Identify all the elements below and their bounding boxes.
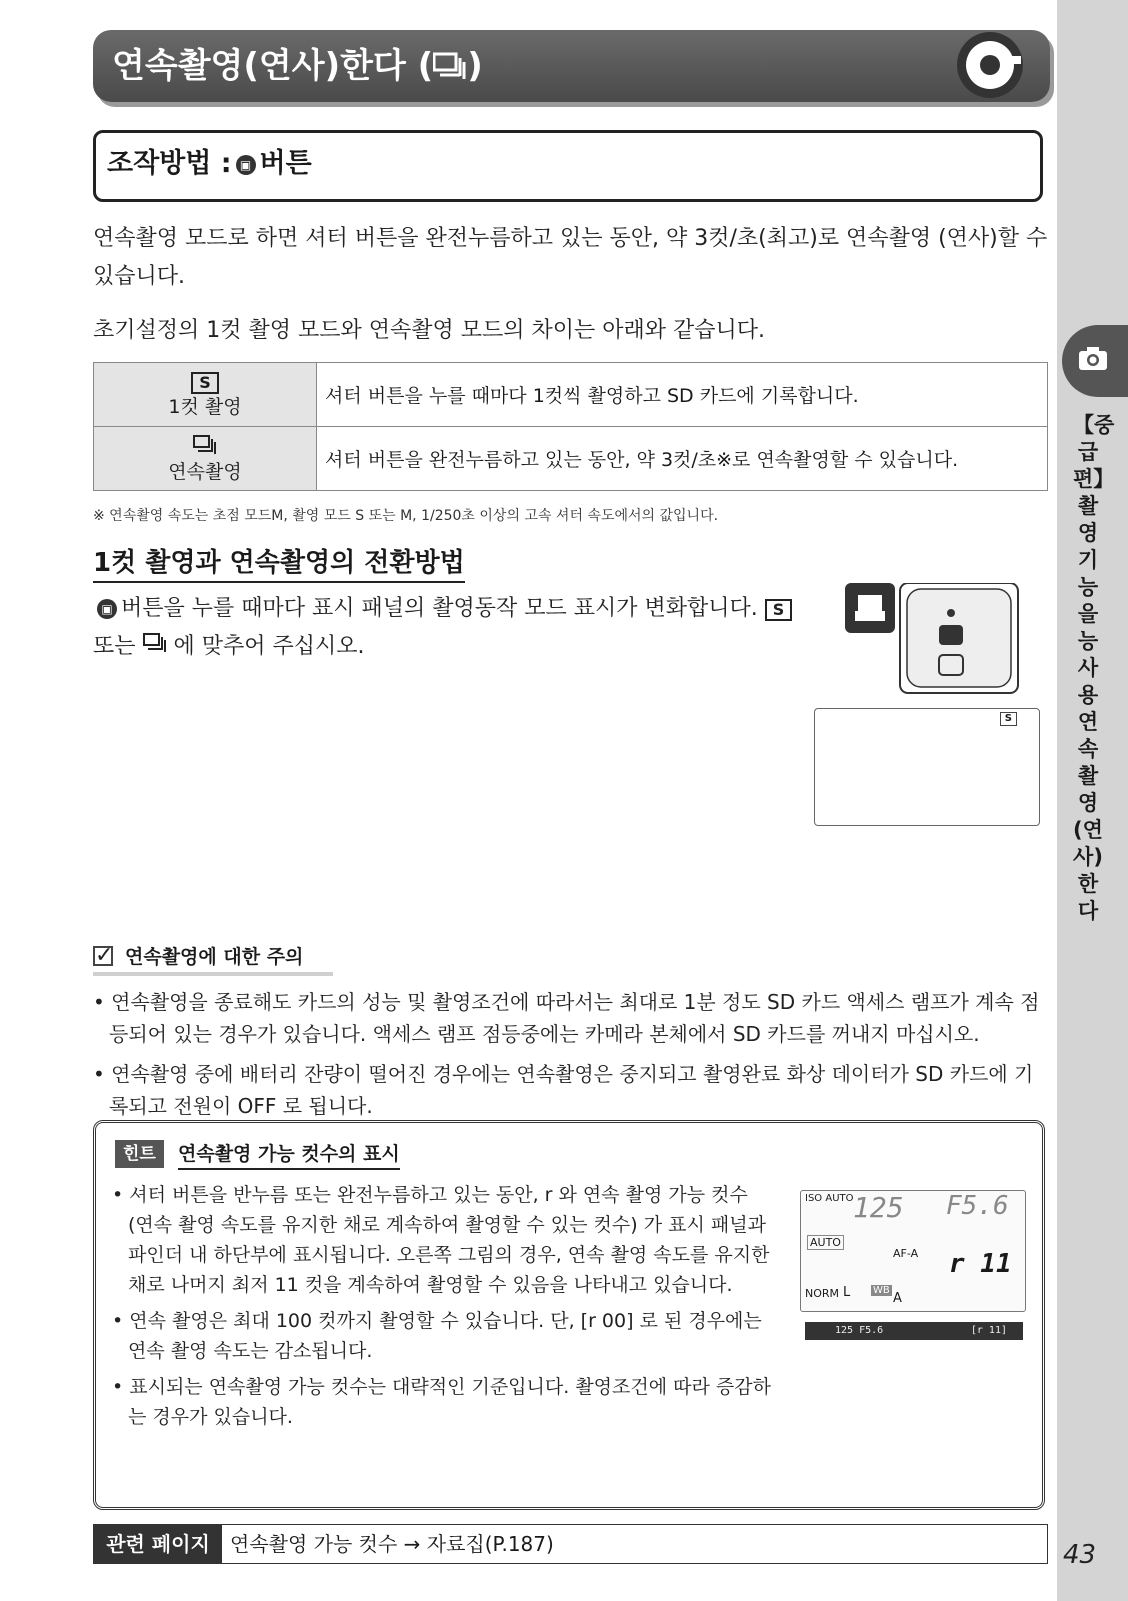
hint-list <box>112 1180 772 1438</box>
related-label: 관련 페이지 <box>94 1525 222 1563</box>
continuous-shooting-icon <box>143 634 167 659</box>
operation-button-label: 버튼 <box>259 148 312 179</box>
table-row <box>94 363 1048 427</box>
caution-heading <box>93 942 333 976</box>
iso-auto-label: ISO AUTO <box>805 1193 854 1204</box>
single-frame-icon: S <box>765 599 793 621</box>
list-item: • 연속촬영 중에 배터리 잔량이 떨어진 경우에는 연속촬영은 중지되고 촬영완료 화상 데이터가 SD 카드에 기록되고 전원이 OFF 로 됩니다. <box>93 1062 1034 1118</box>
image-size-label: L <box>843 1285 851 1300</box>
switch-text-c: 에 맞추어 주십시오. <box>173 634 365 659</box>
intro-paragraph: 연속촬영 모드로 하면 셔터 버튼을 완전누름하고 있는 동안, 약 3컷/초(최고)로 연속촬영 (연사)할 수 있습니다. <box>93 226 1048 289</box>
title-close: ) <box>467 46 483 86</box>
mode-label: 연속촬영 <box>168 460 242 483</box>
page-number: 43 <box>1063 1540 1097 1570</box>
table-cell-mode <box>94 363 317 427</box>
auto-label: AUTO <box>807 1235 844 1250</box>
caution-list <box>93 986 1048 1130</box>
lcd-readout-illustration <box>800 1190 1026 1312</box>
list-item: • 셔터 버튼을 반누름 또는 완전누름하고 있는 동안, r 와 연속 촬영 가능 컷수(연속 촬영 속도를 유지한 채로 계속하여 촬영할 수 있는 컷수) 가 표시 패널과 파인더 내 하단부에 표시됩니다. 오른쪽 그림의 경우, 연속 촬영 속도를 유지한 채로 나머지 최저 11 컷을 계속하여 촬영할 수 있음을 나타내고 있습니다. <box>112 1184 770 1296</box>
switch-text-a: 버튼을 누를 때마다 표시 패널의 촬영동작 모드 표시가 변화합니다. <box>121 596 758 621</box>
switch-text-b: 또는 <box>93 634 136 659</box>
quality-label: NORM <box>805 1287 840 1300</box>
wb-value: A <box>893 1291 902 1306</box>
mode-dial-icon <box>955 30 1025 100</box>
display-panel-illustration <box>814 708 1040 826</box>
strip-exposure: 125 F5.6 <box>835 1325 884 1336</box>
viewfinder-strip <box>805 1322 1023 1340</box>
table-cell-desc: 셔터 버튼을 완전누름하고 있는 동안, 약 3컷/초※로 연속촬영할 수 있습니다. <box>317 427 1048 491</box>
drive-mode-button-icon: ▣ <box>97 599 117 619</box>
table-cell-mode <box>94 427 317 491</box>
related-pages <box>93 1524 1048 1564</box>
side-chapter-label: 【중급편】촬영기능을 능 사용 연속촬영(연사)한다 <box>1073 413 1115 923</box>
footnote: ※ 연속촬영 속도는 초점 모드M, 촬영 모드 S 또는 M, 1/250초 이상의 고속 셔터 속도에서의 값입니다. <box>93 508 719 524</box>
mode-label: 1컷 촬영 <box>168 396 242 418</box>
list-item: • 표시되는 연속촬영 가능 컷수는 대략적인 기준입니다. 촬영조건에 따라 증감하는 경우가 있습니다. <box>112 1376 771 1428</box>
list-item: • 연속 촬영은 최대 100 컷까지 촬영할 수 있습니다. 단, [r 00] 로 된 경우에는 연속 촬영 속도는 감소됩니다. <box>112 1310 762 1362</box>
strip-count: [r 11] <box>970 1325 1007 1336</box>
list-item: • 연속촬영을 종료해도 카드의 성능 및 촬영조건에 따라서는 최대로 1분 정도 SD 카드 액세스 램프가 계속 점등되어 있는 경우가 있습니다. 액세스 램프 점등중에는 카메라 본체에서 SD 카드를 꺼내지 마십시오. <box>93 990 1040 1046</box>
af-mode-label: AF-A <box>893 1247 919 1260</box>
camera-icon <box>1078 345 1108 371</box>
drive-mode-button-icon: ▣ <box>236 155 256 175</box>
switch-instructions <box>93 590 793 666</box>
continuous-shooting-icon <box>433 41 467 69</box>
operation-method <box>107 140 312 188</box>
table-cell-desc: 셔터 버튼을 누를 때마다 1컷씩 촬영하고 SD 카드에 기록합니다. <box>317 363 1048 427</box>
check-icon <box>93 946 113 966</box>
camera-button-illustration <box>845 583 1020 695</box>
operation-label: 조작방법 : <box>107 148 232 179</box>
shutter-readout: 125 <box>853 1191 904 1224</box>
page-title <box>112 38 483 94</box>
title-label: 연속촬영(연사)한다 ( <box>112 46 434 86</box>
wb-label: WB <box>873 1285 890 1296</box>
aperture-readout: F5.6 <box>946 1191 1009 1221</box>
mode-table <box>93 362 1048 491</box>
burst-count-readout: r 11 <box>949 1249 1012 1279</box>
hint-badge: 힌트 <box>115 1140 164 1168</box>
table-row <box>94 427 1048 491</box>
intro-paragraph-2: 초기설정의 1컷 촬영 모드와 연속촬영 모드의 차이는 아래와 같습니다. <box>93 318 765 343</box>
continuous-shooting-icon <box>193 436 217 461</box>
single-frame-indicator: S <box>1000 712 1017 726</box>
single-frame-icon: S <box>191 372 219 394</box>
caution-title: 연속촬영에 대한 주의 <box>125 946 304 968</box>
related-link[interactable]: 연속촬영 가능 컷수 → 자료집(P.187) <box>230 1532 554 1556</box>
hint-title: 연속촬영 가능 컷수의 표시 <box>178 1140 400 1170</box>
section-title: 1컷 촬영과 연속촬영의 전환방법 <box>93 545 465 583</box>
